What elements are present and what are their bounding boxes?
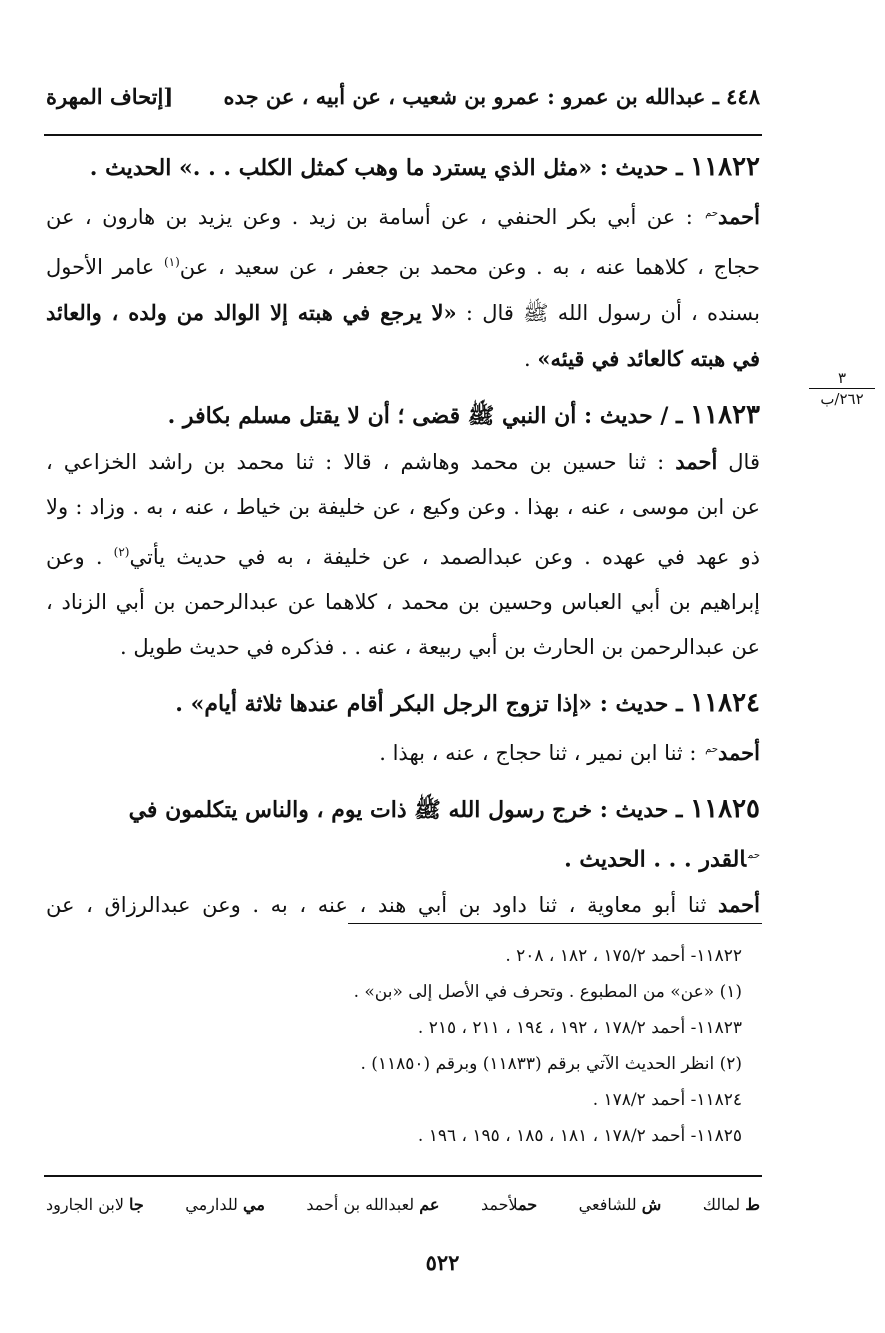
legend-abbr: عم (419, 1195, 440, 1214)
narrator-name: أحمد (718, 740, 760, 765)
entry-number: ١١٨٢٢ (690, 152, 760, 182)
footnote: (٢) انظر الحديث الآتي برقم (١١٨٣٣) وبرقم (١١٨٥٠) . (360, 1054, 742, 1074)
entry-title: ـ حديث : «إذا تزوج الرجل البكر أقام عندها ثلاثة أيام» . (175, 691, 691, 717)
line-text: . (524, 347, 538, 371)
header-chapter-title: ٤٤٨ ـ عبدالله بن عمرو : عمرو بن شعيب ، عن أبيه ، عن جده (223, 84, 760, 109)
entry-number: ١١٨٢٣ (690, 400, 760, 430)
hadith-entry-11825 (46, 786, 760, 928)
hadith-entry-11824 (46, 680, 760, 776)
legend-item (579, 1190, 662, 1220)
entry-heading (46, 786, 760, 833)
margin-ref-number: ٣ (809, 368, 875, 389)
line-text: قال (717, 450, 760, 474)
hadith-entry-11823 (46, 392, 760, 670)
entry-title: ـ حديث : «مثل الذي يسترد ما وهب كمثل الكلب . . .» الحديث . (89, 155, 691, 181)
legend-rule (44, 1175, 762, 1177)
entry-heading (46, 392, 760, 439)
footnote: ١١٨٢٣- أحمد ١٧٨/٢ ، ١٩٢ ، ١٩٤ ، ٢١١ ، ٢١٥ . (417, 1018, 742, 1038)
legend-item (46, 1190, 144, 1220)
source-siglum: حم (705, 744, 719, 755)
source-siglum: حم (705, 208, 719, 219)
text-line (46, 290, 760, 336)
entry-heading (46, 144, 760, 191)
line-text: . وعن (46, 545, 114, 569)
narrator-name: أحمد (675, 449, 718, 474)
footnotes (200, 938, 742, 1154)
line-text: عن عبدالرحمن بن الحارث بن أبي ربيعة ، عنه . . فذكره في حديث طويل . (119, 635, 760, 659)
line-text: ثنا أبو معاوية ، ثنا داود بن أبي هند ، عنه ، به . وعن عبدالرزاق ، عن (46, 893, 719, 918)
line-text: حجاج ، كلاهما عنه ، به . وعن محمد بن جعفر ، عن سعيد ، عن (179, 255, 760, 279)
footnote: ١١٨٢٤- أحمد ١٧٨/٢ . (592, 1090, 742, 1110)
legend-label: لعبدالله بن أحمد (306, 1195, 420, 1214)
text-line (46, 580, 760, 625)
footnote-marker: (٢) (113, 545, 130, 559)
legend-item (306, 1190, 439, 1220)
footnote: ١١٨٢٢- أحمد ١٧٥/٢ ، ١٨٢ ، ٢٠٨ . (505, 946, 742, 966)
entry-title: القدر . . . الحديث . (564, 846, 747, 873)
entry-heading-continued (46, 833, 760, 882)
footnote: ١١٨٢٥- أحمد ١٧٨/٢ ، ١٨١ ، ١٨٥ ، ١٩٥ ، ١٩٦ . (417, 1126, 742, 1146)
hadith-entry-11822 (46, 144, 760, 382)
narrator-name: أحمد (718, 204, 760, 229)
main-text (46, 144, 760, 938)
line-text: : ثنا ابن نمير ، ثنا حجاج ، عنه ، بهذا . (379, 741, 704, 765)
legend-abbr: جا (129, 1195, 144, 1214)
line-text: بسنده ، أن رسول الله ﷺ قال : (456, 301, 760, 325)
line-text: : عن أبي بكر الحنفي ، عن أسامة بن زيد . وعن يزيد بن هارون ، عن (46, 205, 704, 229)
running-header (46, 84, 760, 120)
header-rule (44, 134, 762, 136)
entry-number: ١١٨٢٤ (690, 688, 760, 718)
line-text: : ثنا حسين بن محمد وهاشم ، قالا : ثنا محمد بن راشد الخزاعي ، (46, 450, 676, 474)
legend-item (703, 1190, 760, 1220)
legend-abbr: ش (641, 1195, 662, 1214)
text-line (46, 882, 760, 928)
footnote: (١) «عن» من المطبوع . وتحرف في الأصل إلى «بن» . (353, 982, 742, 1002)
margin-folio-reference (809, 368, 875, 409)
legend-item (481, 1190, 537, 1220)
line-text: ذو عهد في عهده . وعن عبدالصمد ، عن خليفة ، به في حديث يأتي (129, 545, 760, 569)
line-text: إبراهيم بن أبي العباس وحسين بن محمد ، كلاهما عن عبدالرحمن بن أبي الزناد ، (46, 590, 760, 614)
margin-ref-folio: ٢٦٢/ب (820, 390, 864, 408)
entry-title: ـ حديث : خرج رسول الله ﷺ ذات يوم ، والناس يتكلمون في (128, 797, 691, 823)
header-book-title: [إتحاف المهرة (46, 84, 174, 109)
legend-label: لمالك (702, 1195, 746, 1214)
line-text: عن ابن موسى ، عنه ، بهذا . وعن وكيع ، عن خليفة بن خياط ، عنه ، به . وزاد : ولا (46, 495, 760, 519)
sigla-legend (46, 1190, 760, 1220)
legend-label: لابن الجارود (46, 1195, 130, 1214)
text-line (46, 439, 760, 485)
text-line (46, 336, 760, 382)
text-line (46, 727, 760, 776)
matn-text: «لا يرجع في هبته إلا الوالد من ولده ، والعائد (46, 300, 457, 325)
footnote-marker: (١) (163, 255, 180, 269)
legend-item (185, 1190, 265, 1220)
legend-abbr: حم (518, 1195, 538, 1214)
legend-abbr: مي (243, 1195, 265, 1214)
text-line (46, 191, 760, 240)
legend-label: لأحمد (480, 1195, 519, 1214)
text-line (46, 530, 760, 580)
text-line (46, 485, 760, 530)
footnote-rule (348, 923, 762, 924)
text-line (46, 240, 760, 290)
entry-title: ـ / حديث : أن النبي ﷺ قضى ؛ أن لا يقتل مسلم بكافر . (167, 403, 691, 429)
entry-number: ١١٨٢٥ (690, 794, 760, 824)
line-text: عامر الأحول (46, 255, 164, 279)
source-siglum: حم (748, 850, 760, 861)
legend-label: للشافعي (578, 1195, 642, 1214)
matn-text: في هبته كالعائد في قيئه» (537, 346, 760, 371)
narrator-name: أحمد (718, 892, 760, 918)
legend-abbr: ط (745, 1195, 760, 1214)
page-number: ٥٢٢ (425, 1250, 460, 1275)
entry-heading (46, 680, 760, 727)
text-line (46, 625, 760, 670)
legend-label: للدارمي (185, 1195, 243, 1214)
